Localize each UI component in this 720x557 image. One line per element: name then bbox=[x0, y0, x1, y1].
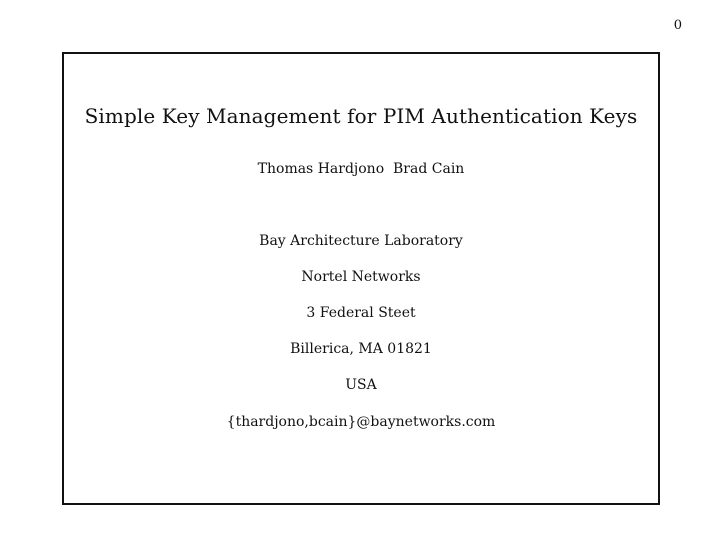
slide-frame bbox=[62, 52, 660, 505]
affiliation-company: Nortel Networks bbox=[301, 269, 421, 285]
authors-line: Thomas Hardjono Brad Cain bbox=[257, 161, 465, 177]
page-number: 0 bbox=[673, 18, 682, 33]
contact-email: {thardjono,bcain}@baynetworks.com bbox=[226, 414, 496, 430]
affiliation-lab: Bay Architecture Laboratory bbox=[259, 233, 463, 249]
address-country: USA bbox=[345, 377, 377, 393]
slide-title: Simple Key Management for PIM Authentication Keys bbox=[84, 104, 638, 128]
address-city: Billerica, MA 01821 bbox=[290, 341, 432, 357]
address-street: 3 Federal Steet bbox=[306, 305, 416, 321]
